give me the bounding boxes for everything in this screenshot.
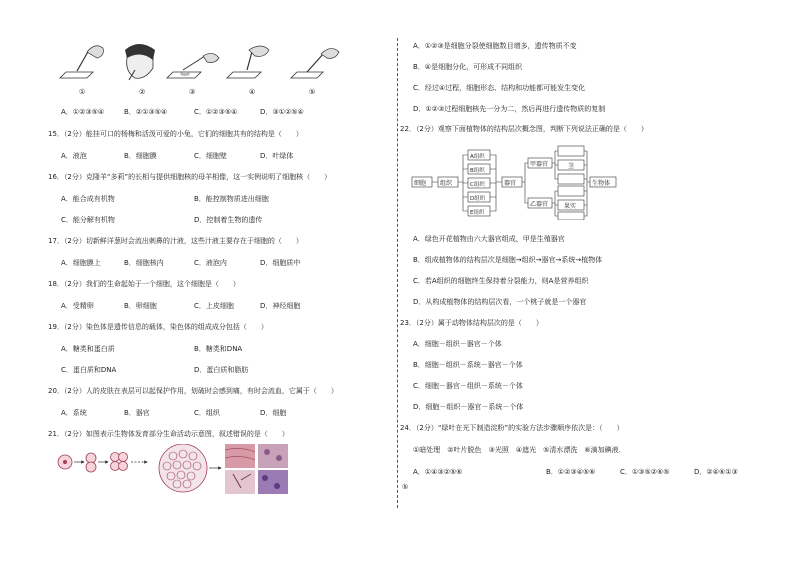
q14-option-b: B．②①③⑤④	[124, 108, 168, 116]
tissue-images	[225, 444, 288, 494]
q22-option-c: C．若A组织的细胞终生保持着分裂能力，则A是营养组织	[413, 277, 589, 285]
q15-stem: 15．（2分）能挂可口的杨梅和活泼可爱的小兔，它们的细胞共有的结构是（ ）	[48, 130, 303, 138]
q22-stem: 22．（2分）观察下面植物体的结构层次概念图，判断下列说法正确的是（ ）	[400, 125, 648, 133]
q14-option-d: D．③①②⑤④	[260, 108, 304, 116]
q15-option-d: D．叶绿体	[260, 152, 294, 160]
q24-option-wrap: ⑤	[402, 483, 409, 491]
q17-stem: 17．（2分）切新鲜洋葱时会流出刺鼻的汁液，这些汁液主要存在于细胞的（ ）	[48, 237, 303, 245]
q16-option-a: A．能合成有机物	[61, 195, 115, 203]
q17-option-d: D．细胞质中	[260, 259, 301, 267]
q24-option-c: C．①③⑤②⑥⑤	[620, 468, 670, 476]
column-divider	[397, 38, 398, 508]
q18-option-a: A．受精卵	[61, 302, 94, 310]
node-organ-b: 乙器官	[530, 201, 549, 208]
experiment-steps-figure	[55, 38, 345, 96]
q24-option-a: A．①④③②⑤⑥	[413, 468, 463, 476]
cell-division-figure	[55, 444, 347, 496]
q19-option-b: B．糖类和DNA	[194, 345, 243, 353]
q16-option-d: D．控制着生物的遗传	[194, 216, 263, 224]
q22-option-a: A．绿色开花植物由六大器官组成，甲是生殖器官	[413, 235, 565, 243]
node-tissue-e: E组织	[470, 210, 485, 216]
fig-label-2: ②	[139, 88, 146, 96]
node-tissue: 组织	[440, 180, 453, 187]
node-tissue-a: A组织	[470, 154, 485, 160]
q19-option-d: D．蛋白质和脂肪	[194, 366, 249, 374]
q21-option-c: C．经过④过程，细胞形态、结构和功能都可能发生变化	[413, 84, 586, 92]
q19-stem: 19．（2分）染色体是遗传信息的载体，染色体的组成成分包括（ ）	[48, 323, 268, 331]
q17-option-b: B．细胞核内	[124, 259, 164, 267]
q23-option-c: C．细胞－器官－组织－系统－个体	[413, 382, 523, 390]
q19-option-c: C．蛋白质和DNA	[61, 366, 117, 374]
node-stem: 茎	[568, 163, 575, 170]
q16-option-b: B．能控制物质进出细胞	[194, 195, 269, 203]
q20-option-c: C．组织	[194, 409, 220, 417]
node-plant: 生物体	[592, 180, 611, 187]
q18-option-b: B．卵细胞	[124, 302, 157, 310]
node-fruit: 果实	[564, 203, 577, 210]
q15-option-a: A．液泡	[61, 152, 87, 160]
q24-stem: 24．（2分）“绿叶在光下制造淀粉”的实验方法步骤顺序依次是：（ ）	[400, 424, 624, 432]
q15-option-c: C．细胞壁	[194, 152, 227, 160]
q18-stem: 18．（2分）我们的生命起始于一个细胞，这个细胞是（ ）	[48, 280, 240, 288]
node-tissue-b: B组织	[470, 168, 485, 174]
fig-label-3: ③	[189, 88, 196, 96]
fig-label-1: ①	[79, 88, 86, 96]
q23-stem: 23．（2分）属于动物体结构层次的是（ ）	[400, 319, 543, 327]
q21-option-a: A．①②③是细胞分裂使细胞数目增多，遗传物质不变	[413, 42, 577, 50]
q23-option-a: A．细胞－组织－器官－个体	[413, 340, 502, 348]
q14-option-c: C．①②③⑤④	[194, 108, 238, 116]
four-cell-icon	[111, 453, 128, 471]
q21-stem: 21．（2分）如图表示生物体发育部分生命活动示意图，叙述错误的是（ ）	[48, 430, 289, 438]
person-face-illustration	[125, 44, 155, 80]
q23-option-d: D．细胞－组织－器官－系统－个体	[413, 403, 524, 411]
q22-option-b: B．组成植物体的结构层次是细胞→组织→器官→系统→植物体	[413, 256, 603, 264]
q20-option-b: B．器官	[124, 409, 150, 417]
q21-option-d: D．①②③过程细胞核先一分为二，然后再进行遗传物质的复制	[413, 105, 606, 113]
q14-option-a: A．①②③⑤④	[61, 108, 105, 116]
q24-option-b: B．①②③④⑤⑥	[546, 468, 596, 476]
q17-option-a: A．细胞膜上	[61, 259, 101, 267]
dropper-slide-illustration-5	[291, 48, 339, 78]
fig-label-5: ⑤	[309, 88, 316, 96]
q19-option-a: A．糖类和蛋白质	[61, 345, 115, 353]
dropper-slide-illustration-4	[227, 46, 269, 78]
q18-option-d: D．神经细胞	[260, 302, 301, 310]
q24-option-d: D．②④⑥①③	[694, 468, 738, 476]
q18-option-c: C．上皮细胞	[194, 302, 234, 310]
node-organ-a: 甲器官	[530, 161, 549, 168]
node-tissue-c: C组织	[470, 182, 485, 188]
fig-label-4: ④	[249, 88, 256, 96]
q20-option-a: A．系统	[61, 409, 87, 417]
dropper-slide-illustration-1	[60, 46, 103, 78]
q15-option-b: B．细胞膜	[124, 152, 157, 160]
node-tissue-d: D组织	[470, 196, 486, 202]
two-cell-icon	[86, 453, 96, 472]
q24-steps: ①暗处理 ②叶片脱色 ③光照 ④遮光 ⑤清水漂洗 ⑥滴加碘液．	[413, 446, 626, 454]
q16-option-c: C．能分解有机物	[61, 216, 115, 224]
q22-option-d: D．从构成植物体的结构层次看，一个桃子就是一个器官	[413, 298, 587, 306]
node-cell: 细胞	[414, 180, 427, 187]
cell-mass-icon	[159, 444, 207, 492]
q17-option-c: C．液泡内	[194, 259, 227, 267]
q20-stem: 20．（2分）人的皮肤在表层可以起保护作用，划破时会感到痛，有时会流血，它属于（ ）	[48, 387, 338, 395]
q16-stem: 16．（2分）克隆羊“多莉”的长相与提供细胞核的母羊相像，这一实例说明了细胞核（ ）	[48, 173, 332, 181]
node-organ: 器官	[504, 180, 517, 187]
q21-option-b: B．④是细胞分化，可形成不同组织	[413, 63, 523, 71]
dropper-slide-illustration-3	[167, 53, 219, 78]
q23-option-b: B．细胞－组织－系统－器官－个体	[413, 361, 523, 369]
single-cell-icon	[58, 455, 72, 469]
q20-option-d: D．细胞	[260, 409, 287, 417]
plant-structure-diagram	[410, 144, 650, 220]
